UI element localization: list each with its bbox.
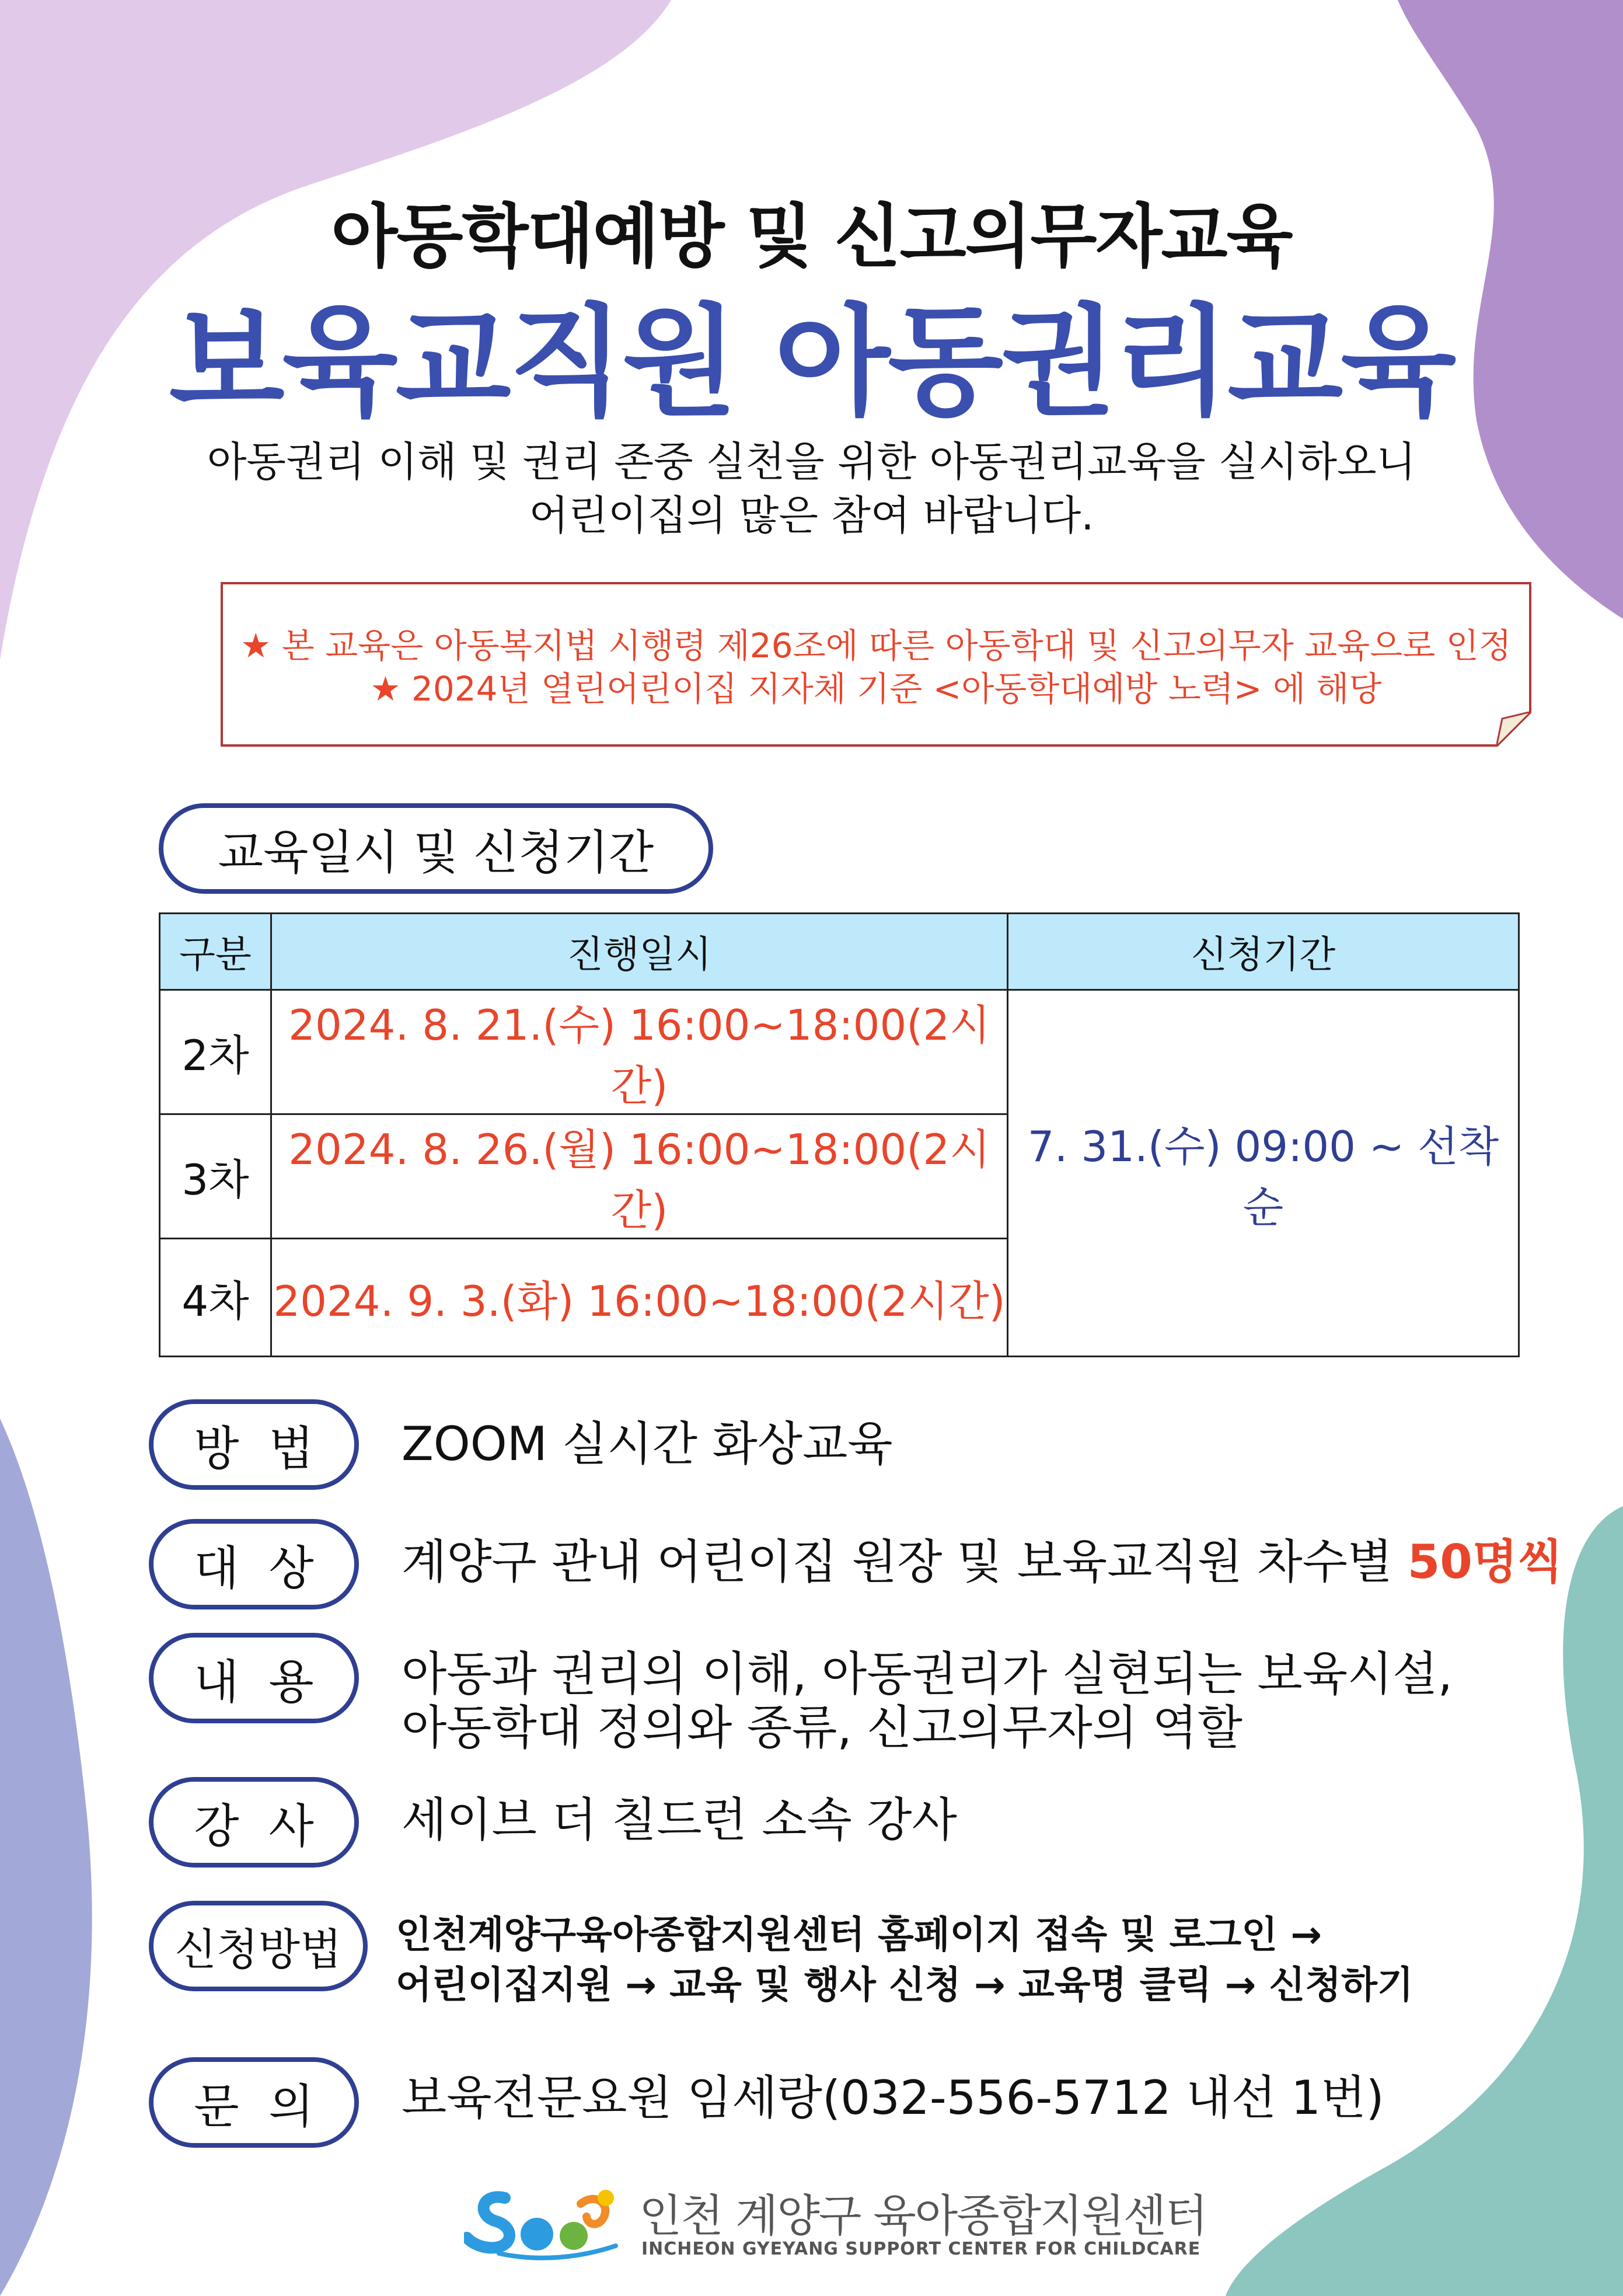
- datetime-cell: 2024. 8. 21.(수) 16:00~18:00(2시간): [271, 990, 1008, 1114]
- datetime-cell: 2024. 9. 3.(화) 16:00~18:00(2시간): [271, 1239, 1008, 1357]
- schedule-section-label: 교육일시 및 신청기간: [159, 803, 713, 894]
- target-label: 대 상: [149, 1519, 359, 1609]
- intro-line-1: 아동권리 이해 및 권리 존중 실천을 위한 아동권리교육을 실시하오니: [207, 438, 1416, 486]
- target-highlight: 50명씩: [1407, 1535, 1563, 1589]
- round-cell: 2차: [160, 990, 271, 1114]
- datetime-cell: 2024. 8. 26.(월) 16:00~18:00(2시간): [271, 1114, 1008, 1239]
- apply-line-2: 어린이집지원 → 교육 및 행사 신청 → 교육명 클릭 → 신청하기: [396, 1964, 1413, 2007]
- main-title: 보육교직원 아동권리교육: [169, 293, 1454, 432]
- inquiry-label: 문 의: [149, 2057, 359, 2148]
- instructor-label: 강 사: [149, 1777, 359, 1868]
- intro-line-2: 어린이집의 많은 참여 바랍니다.: [529, 492, 1094, 539]
- method-label: 방 법: [149, 1399, 359, 1490]
- subtitle-heading: 아동학대예방 및 신고의무자교육: [331, 196, 1292, 277]
- instructor-text: 세이브 더 칠드런 소속 강사: [402, 1793, 957, 1847]
- center-logo: [464, 2180, 1207, 2262]
- schedule-table: [159, 912, 1520, 1357]
- round-cell: 3차: [160, 1114, 271, 1239]
- method-text: ZOOM 실시간 화상교육: [402, 1417, 893, 1471]
- header-round: 구분: [160, 914, 271, 990]
- intro-text: [0, 435, 1623, 542]
- content-line-1: 아동과 권리의 이해, 아동권리가 실현되는 보육시설,: [402, 1647, 1453, 1701]
- logo-emblem-icon: [464, 2180, 627, 2262]
- apply-method-text: [396, 1910, 1413, 2011]
- org-name-korean: 인천 계양구 육아종합지원센터: [639, 2190, 1207, 2242]
- application-period-cell: 7. 31.(수) 09:00 ~ 선착순: [1008, 990, 1519, 1357]
- content-line-2: 아동학대 정의와 종류, 신고의무자의 역할: [402, 1701, 1242, 1755]
- content-label: 내 용: [149, 1633, 359, 1723]
- page-fold-icon: [1496, 712, 1531, 747]
- header-datetime: 진행일시: [271, 914, 1008, 990]
- notice-box: [221, 582, 1531, 747]
- target-text: [402, 1535, 1563, 1589]
- header-period: 신청기간: [1008, 914, 1519, 990]
- content-text: [402, 1647, 1453, 1755]
- notice-line-1: ★ 본 교육은 아동복지법 시행령 제26조에 따른 아동학대 및 신고의무자 교육으로 인정: [240, 626, 1512, 666]
- target-description: 계양구 관내 어린이집 원장 및 보육교직원 차수별: [402, 1535, 1408, 1589]
- apply-line-1: 인천계양구육아종합지원센터 홈페이지 접속 및 로그인 →: [396, 1914, 1322, 1957]
- table-header-row: [160, 914, 1519, 990]
- table-row: [160, 990, 1519, 1114]
- org-name-english: INCHEON GYEYANG SUPPORT CENTER FOR CHILDCARE: [641, 2239, 1201, 2259]
- round-cell: 4차: [160, 1239, 271, 1357]
- apply-method-label: 신청방법: [149, 1901, 368, 1991]
- inquiry-text: 보육전문요원 임세랑(032-556-5712 내선 1번): [402, 2071, 1384, 2125]
- notice-line-2: ★ 2024년 열린어린이집 지자체 기준 <아동학대예방 노력> 에 해당: [370, 669, 1382, 709]
